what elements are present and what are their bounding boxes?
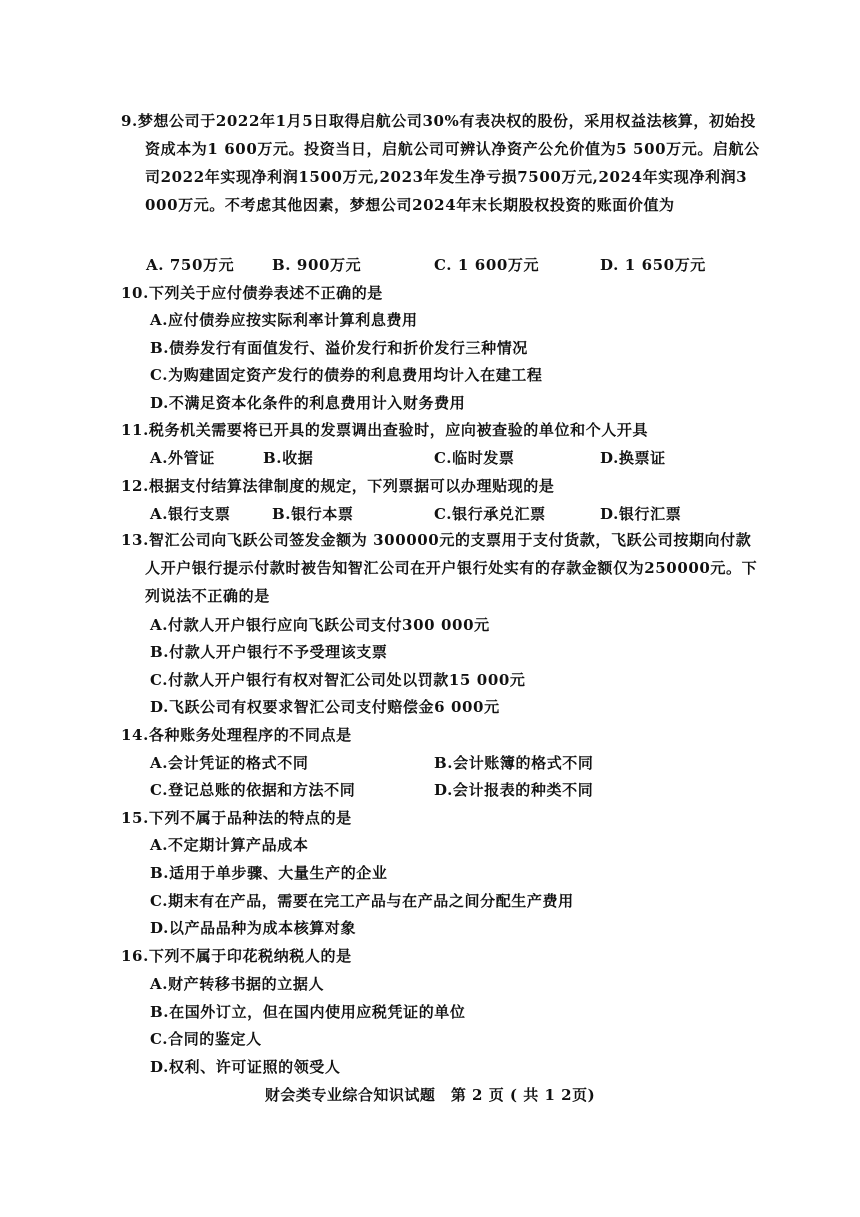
page-footer: 财会类专业综合知识试题 第 2 页 ( 共 1 2页) <box>264 1086 596 1104</box>
question-12-text: 12.根据支付结算法律制度的规定，下列票据可以办理贴现的是 <box>121 477 555 495</box>
question-text: 9.梦想公司于2022年1月5日取得启航公司30%有表决权的股份，采用权益法核算，初始投资成本为1 600万元。投资当日，启航公司可辨认净资产公允价值为5 500万元。启航公司2022年实现净利润1500万元,2023年发生净亏损7500万元,2024年实现净利润3 000万元。不考虑其他因素，梦想公司2024年末长期股权投资的账面价值为 <box>121 112 760 214</box>
option-a: A.会计凭证的格式不同 <box>150 754 309 772</box>
option-d: D.权利、许可证照的领受人 <box>150 1058 341 1076</box>
option-a: A.外管证 <box>150 449 215 467</box>
question-text: 13.智汇公司向飞跃公司签发金额为 300000元的支票用于支付货款，飞跃公司按期向付款人开户银行提示付款时被告知智汇公司在开户银行处实有的存款金额仅为250000元。下列说法不正确的是 <box>121 531 758 605</box>
option-c: C.付款人开户银行有权对智汇公司处以罚款15 000元 <box>150 671 526 689</box>
option-d: D.不满足资本化条件的利息费用计入财务费用 <box>150 394 466 412</box>
option-d: D.会计报表的种类不同 <box>434 781 594 799</box>
question-11-text: 11.税务机关需要将已开具的发票调出查验时，应向被查验的单位和个人开具 <box>121 421 649 439</box>
option-b: B.银行本票 <box>272 505 354 523</box>
option-b: B.会计账簿的格式不同 <box>434 754 594 772</box>
option-c: C.登记总账的依据和方法不同 <box>150 781 356 799</box>
option-c: C.合同的鉴定人 <box>150 1030 262 1048</box>
option-d: D.以产品品种为成本核算对象 <box>150 919 357 937</box>
option-b: B.在国外订立，但在国内使用应税凭证的单位 <box>150 1003 466 1021</box>
option-c: C.临时发票 <box>434 449 515 467</box>
option-c: C.为购建固定资产发行的债券的利息费用均计入在建工程 <box>150 366 543 384</box>
option-a: A.付款人开户银行应向飞跃公司支付300 000元 <box>150 616 490 634</box>
option-c: C.期末有在产品，需要在完工产品与在产品之间分配生产费用 <box>150 892 574 910</box>
question-16-text: 16.下列不属于印花税纳税人的是 <box>121 947 352 965</box>
question-15-text: 15.下列不属于品种法的特点的是 <box>121 809 352 827</box>
option-b: B. 900万元 <box>272 256 362 274</box>
option-a: A. 750万元 <box>146 256 235 274</box>
option-b: B.债券发行有面值发行、溢价发行和折价发行三种情况 <box>150 339 528 357</box>
option-a: A.财产转移书据的立据人 <box>150 975 325 993</box>
question-9 <box>121 107 761 219</box>
option-d: D.飞跃公司有权要求智汇公司支付赔偿金6 000元 <box>150 698 500 716</box>
question-13 <box>121 526 761 610</box>
option-b: B.适用于单步骤、大量生产的企业 <box>150 864 388 882</box>
question-14-text: 14.各种账务处理程序的不同点是 <box>121 726 352 744</box>
option-d: D. 1 650万元 <box>600 256 706 274</box>
option-a: A.应付债券应按实际利率计算利息费用 <box>150 311 418 329</box>
option-c: C. 1 600万元 <box>434 256 540 274</box>
option-c: C.银行承兑汇票 <box>434 505 546 523</box>
question-10-text: 10.下列关于应付债券表述不正确的是 <box>121 284 383 302</box>
option-d: D.银行汇票 <box>600 505 682 523</box>
option-d: D.换票证 <box>600 449 666 467</box>
option-b: B.付款人开户银行不予受理该支票 <box>150 643 388 661</box>
option-a: A.不定期计算产品成本 <box>150 836 309 854</box>
option-b: B.收据 <box>263 449 314 467</box>
option-a: A.银行支票 <box>150 505 231 523</box>
